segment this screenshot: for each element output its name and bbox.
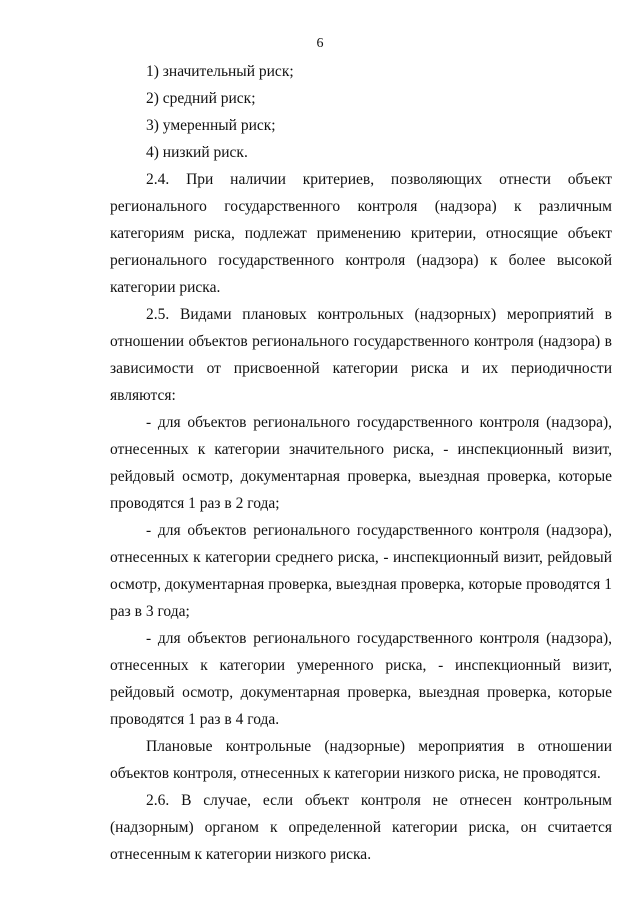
risk-category-item: 2) средний риск;	[146, 90, 256, 107]
risk-category-item: 1) значительный риск;	[146, 63, 294, 80]
paragraph-low-risk-note: Плановые контрольные (надзорные) мероприятия в отношении объектов контроля, отнесенных к категории низкого риска, не проводятся.	[110, 738, 612, 782]
page-number: 6	[316, 36, 324, 51]
paragraph-2-5: 2.5. Видами плановых контрольных (надзорных) мероприятий в отношении объектов регионального государственного контроля (надзора) в зависимости от присвоенной категории риска и их периодичности являются:	[110, 306, 612, 404]
risk-category-item: 4) низкий риск.	[146, 144, 248, 161]
paragraph-2-4: 2.4. При наличии критериев, позволяющих отнести объект регионального государственного контроля (надзора) к различным категориям риска, подлежат применению критерии, относящие объект регионального государственного контроля (надзора) к более высокой категории риска.	[110, 171, 612, 296]
document-body	[110, 58, 612, 868]
paragraph-2-6: 2.6. В случае, если объект контроля не отнесен контрольным (надзорным) органом к определенной категории риска, он считается отнесенным к категории низкого риска.	[110, 792, 612, 863]
risk-category-item: 3) умеренный риск;	[146, 117, 276, 134]
dash-item-moderate-risk: - для объектов регионального государственного контроля (надзора), отнесенных к категории умеренного риска, - инспекционный визит, рейдовый осмотр, документарная проверка, выездная проверка, которые проводятся 1 раз в 4 года.	[110, 630, 612, 728]
dash-item-significant-risk: - для объектов регионального государственного контроля (надзора), отнесенных к категории значительного риска, - инспекционный визит, рейдовый осмотр, документарная проверка, выездная проверка, которые проводятся 1 раз в 2 года;	[110, 414, 612, 512]
dash-item-medium-risk: - для объектов регионального государственного контроля (надзора), отнесенных к категории среднего риска, - инспекционный визит, рейдовый осмотр, документарная проверка, выездная проверка, которые проводятся 1 раз в 3 года;	[110, 522, 612, 620]
